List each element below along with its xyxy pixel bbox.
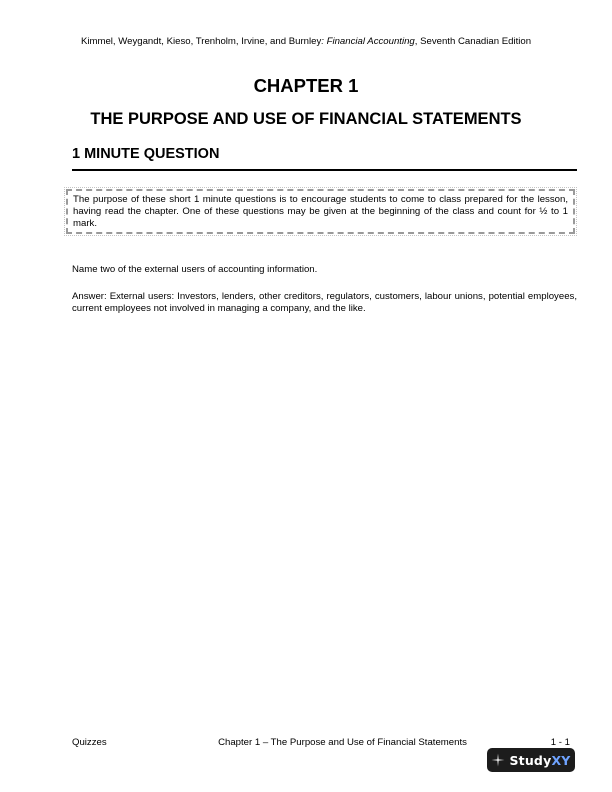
watermark-brand-accent: XY	[551, 752, 571, 768]
header-separator: :	[321, 36, 327, 47]
notice-box	[66, 189, 575, 234]
header-authors: Kimmel, Weygandt, Kieso, Trenholm, Irvine, and Burnley	[80, 36, 322, 47]
plus-sparkle-icon	[491, 753, 505, 767]
watermark-brand	[509, 753, 570, 768]
chapter-number: CHAPTER 1	[253, 75, 359, 96]
notice-text: The purpose of these short 1 minute questions is to encourage students to come to class prepared for the lesson, having read the chapter. One of these questions may be given at the beginning of the class and count for ½ to 1 mark.	[73, 194, 568, 230]
question-text: Name two of the external users of accounting information.	[72, 264, 318, 275]
watermark-brand-main: Study	[509, 752, 552, 768]
footer-center-label: Chapter 1 – The Purpose and Use of Financial Statements	[218, 737, 467, 748]
heading-divider	[72, 169, 577, 171]
chapter-title: THE PURPOSE AND USE OF FINANCIAL STATEMENTS	[90, 110, 522, 128]
running-header	[0, 36, 612, 48]
section-heading: 1 MINUTE QUESTION	[72, 146, 220, 162]
header-edition: , Seventh Canadian Edition	[414, 36, 532, 47]
header-book-title: Financial Accounting	[326, 36, 415, 47]
answer-text: Answer: External users: Investors, lenders, other creditors, regulators, customers, labour unions, potential employees, current employees not involved in managing a company, and the like.	[72, 291, 577, 315]
footer-left-label: Quizzes	[72, 737, 107, 748]
studyxy-watermark	[487, 748, 575, 772]
footer-page-number: 1 - 1	[550, 737, 570, 748]
